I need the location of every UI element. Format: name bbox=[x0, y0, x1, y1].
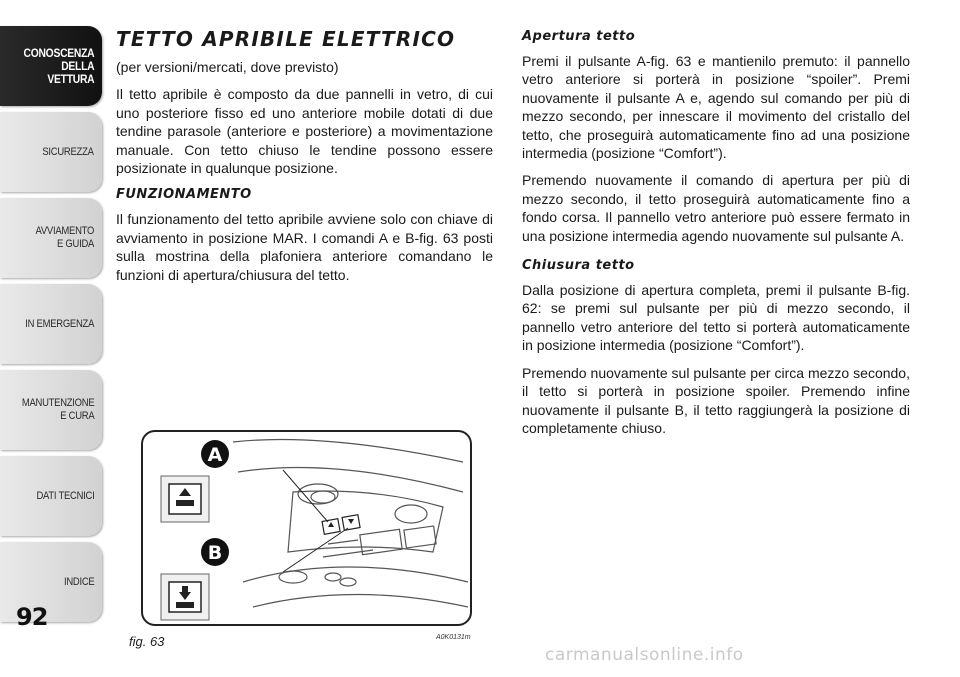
chiusura-paragraph-2: Premendo nuovamente sul pulsante per circa mezzo secondo, il tetto si porterà in posizione spoiler. Premendo infine nuovamente il pulsante B, il tetto raggiungerà la posizione di completamente chiuso. bbox=[522, 364, 910, 436]
section-heading-apertura: Apertura tetto bbox=[522, 29, 636, 44]
section-heading-chiusura: Chiusura tetto bbox=[522, 258, 635, 274]
page-number: 92 bbox=[16, 603, 48, 631]
console-buttons bbox=[283, 470, 360, 572]
subtitle: (per versioni/mercati, dove previsto) bbox=[116, 59, 339, 75]
chiusura-paragraph-1: Dalla posizione di apertura completa, premi il pulsante B-fig. 62: se premi sul pulsante per più di mezzo secondo, il pannello vetro anteriore del tetto si porterà automaticamente in posizione intermedia (posizione “Comfort”). bbox=[522, 282, 910, 354]
tab-label: MANUTENZIONE E CURA bbox=[21, 397, 94, 422]
callout-b-label: B bbox=[207, 542, 223, 564]
figure-code: A0K0131m bbox=[436, 634, 471, 641]
page-title: TETTO APRIBILE ELETTRICO bbox=[116, 27, 456, 51]
tab-dati-tecnici[interactable] bbox=[0, 456, 102, 536]
tab-manutenzione-e-cura[interactable] bbox=[0, 370, 102, 450]
figure-caption: fig. 63 bbox=[129, 634, 165, 649]
funzionamento-paragraph: Il funzionamento del tetto apribile avviene solo con chiave di avviamento in posizione MAR. I comandi A e B-fig. 63 posti sulla mostrina della plafoniera anteriore comandano le funzioni di apertura/chiusura del tetto. bbox=[116, 211, 493, 283]
callout-a-label: A bbox=[207, 444, 223, 466]
tab-avviamento-e-guida[interactable] bbox=[0, 198, 102, 278]
apertura-paragraph-1: Premi il pulsante A-fig. 63 e mantienilo premuto: il pannello vetro anteriore si porterà in posizione “spoiler”. Premi nuovamente il pulsante A e, agendo sul comando per più di mezzo secondo, per innescare il movimento del cristallo del tetto, che proseguirà automaticamente fino ad una posizione intermedia (posizione “Comfort”). bbox=[522, 53, 910, 162]
roof-console-illustration bbox=[143, 432, 470, 624]
left-column bbox=[116, 28, 493, 293]
tab-label: SICUREZZA bbox=[42, 145, 94, 158]
tab-label: CONOSCENZA DELLA VETTURA bbox=[23, 45, 94, 86]
tab-label: AVVIAMENTO E GUIDA bbox=[35, 225, 94, 250]
tab-in-emergenza[interactable] bbox=[0, 284, 102, 364]
apertura-paragraph-2: Premendo nuovamente il comando di apertura per più di mezzo secondo, il tetto proseguirà automaticamente fino a fondo corsa. Il pannello vetro anteriore può essere fermato in una posizione intermedia agendo nuovamente sul pulsante A. bbox=[522, 172, 910, 244]
intro-paragraph: Il tetto apribile è composto da due pannelli in vetro, di cui uno posteriore fisso ed uno anteriore mobile dotati di due tendine parasole (anteriore e posteriore) a movimentazione manuale. Con tetto chiuso le tendine possono essere posizionate in qualunque posizione. bbox=[116, 86, 493, 177]
tab-sicurezza[interactable] bbox=[0, 112, 102, 192]
tab-label: IN EMERGENZA bbox=[25, 317, 94, 330]
watermark: carmanualsonline.info bbox=[545, 645, 744, 665]
tab-label: DATI TECNICI bbox=[35, 489, 94, 502]
tab-label: INDICE bbox=[63, 575, 94, 588]
figure-roof-controls bbox=[141, 430, 472, 626]
tab-conoscenza-della-vettura[interactable] bbox=[0, 26, 102, 106]
right-column bbox=[522, 28, 910, 446]
section-heading-funzionamento: FUNZIONAMENTO bbox=[116, 187, 252, 203]
